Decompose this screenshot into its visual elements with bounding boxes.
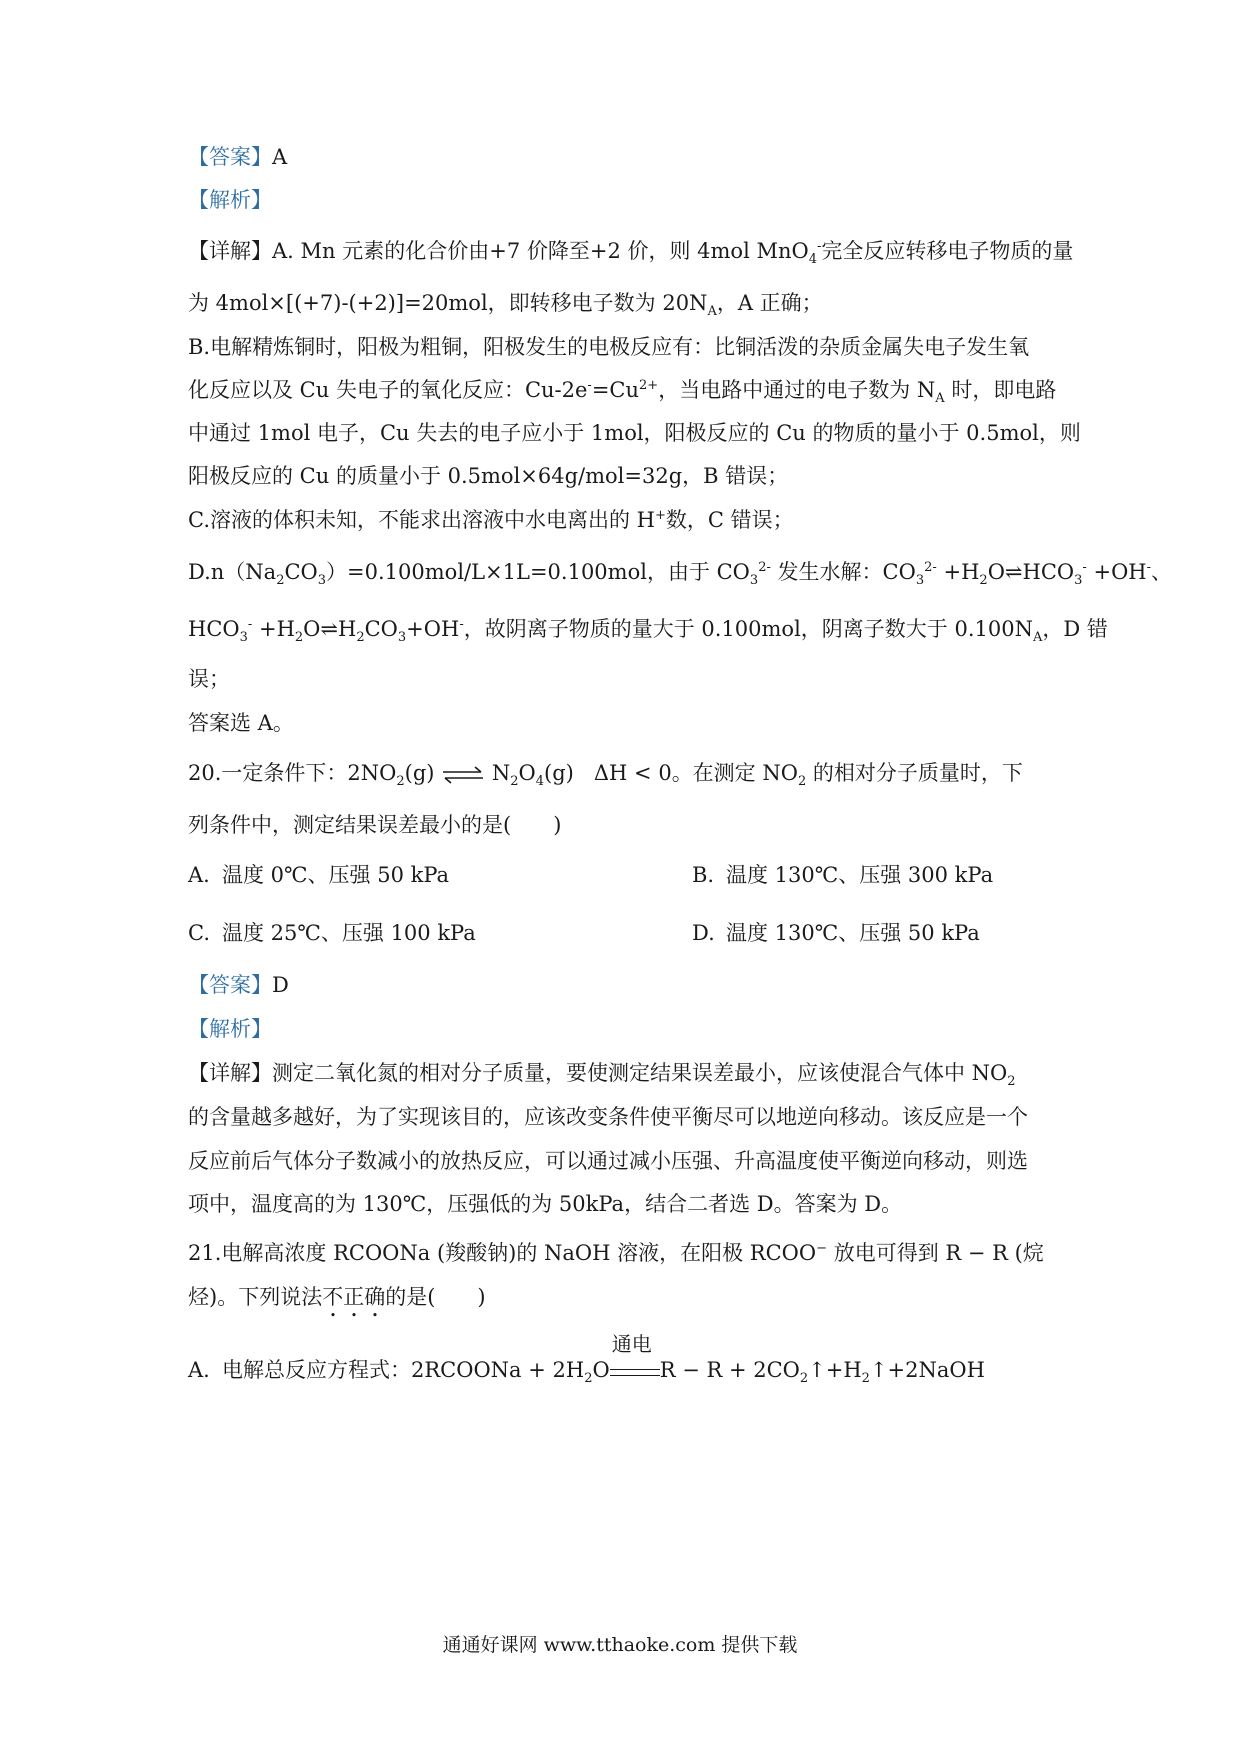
q20-option-c: C. 温度 25℃、压强 100 kPa <box>188 921 476 945</box>
q19-detail-line-d2: $HCO_3^-$ $+H_2O\rightleftharpoons H_2CO_3+OH^-$，故阴离子物质的量大于 0.100mol，阴离子数大于 $0.100N_A$，D 错 <box>188 617 1108 646</box>
answer-value: A <box>272 145 288 169</box>
electrolysis-condition: 通电 <box>610 1357 660 1387</box>
answer-tag: 【答案】 <box>188 145 272 169</box>
detail-tag: 【详解】 <box>188 239 272 263</box>
q20-analysis-tag <box>188 1014 1060 1044</box>
q19-detail-line-b4: 阳极反应的 Cu 的质量小于 0.5mol×64g/mol=32g，B 错误； <box>188 464 789 488</box>
equals-sign-icon <box>610 1369 660 1376</box>
q19-answer <box>188 142 1060 172</box>
q20-detail-line4: 项中，温度高的为 130℃，压强低的为 50kPa，结合二者选 D。答案为 D。 <box>188 1192 903 1216</box>
q19-conclusion: 答案选 A。 <box>188 711 294 735</box>
q20-option-d: D. 温度 130℃、压强 50 kPa <box>692 921 980 945</box>
detail-tag: 【详解】 <box>188 1061 272 1085</box>
q21-option-a: A. 电解总反应方程式：2RCOONa + $2H_2O$ 通电 $R - R + 2CO_2↑+H_2↑+2NaOH$ <box>188 1331 985 1387</box>
q19-detail-line-b3: 中通过 1mol 电子，Cu 失去的电子应小于 1mol，阳极反应的 Cu 的物质的量小于 0.5mol，则 <box>188 421 1081 445</box>
q20-detail-line2: 的含量越多越好，为了实现该目的，应该改变条件使平衡尽可以地逆向移动。该反应是一个 <box>188 1105 1028 1129</box>
q19-detail-line-c1: C.溶液的体积未知，不能求出溶液中水电离出的 H+数，C 错误； <box>188 508 794 532</box>
q19-detail-line-b2: 化反应以及 Cu 失电子的氧化反应：$Cu-2e^-=Cu^{2+}$，当电路中通过的电子数为 $N_A$ 时，即电路 <box>188 378 1057 407</box>
q21-stem-line1: 21.电解高浓度 RCOONa (羧酸钠)的 NaOH 溶液，在阳极 RCOO− 放电可得到 R − R (烷 <box>188 1241 1044 1265</box>
q20-option-a: A. 温度 0℃、压强 50 kPa <box>188 863 450 887</box>
q19-detail-line-d3: 误； <box>188 667 230 691</box>
reversible-arrow-icon <box>441 764 485 786</box>
q20-detail-line3: 反应前后气体分子数减小的放热反应，可以通过减小压强、升高温度使平衡逆向移动，则选 <box>188 1149 1028 1173</box>
q20-answer <box>188 970 1060 1000</box>
q20-stem-line1: 20.一定条件下：$2NO_2(g)$ $N_2O_4(g)$ ΔH < 0。在测定 $NO_2$ 的相对分子质量时，下 <box>188 761 1023 790</box>
q19-detail-line-b1: B.电解精炼铜时，阳极为粗铜，阳极发生的电极反应有：比铜活泼的杂质金属失电子发生氧 <box>188 335 1030 359</box>
q19-detail-line-a1: 【详解】A. Mn 元素的化合价由+7 价降至+2 价，则 4mol MnO$_4$-完全反应转移电子物质的量 <box>188 239 1074 268</box>
emphasis-not-correct: 不正确 <box>322 1285 386 1309</box>
q19-analysis-tag <box>188 185 1060 215</box>
q20-detail-line1: 【详解】测定二氧化氮的相对分子质量，要使测定结果误差最小，应该使混合气体中 $NO_2$ <box>188 1061 1016 1090</box>
analysis-tag: 【解析】 <box>188 188 272 212</box>
analysis-tag: 【解析】 <box>188 1017 272 1041</box>
q21-stem-line2: 烃)。下列说法不正确的是( ) <box>188 1285 486 1309</box>
q20-option-b: B. 温度 130℃、压强 300 kPa <box>692 863 994 887</box>
page-footer: 通通好课网 www.tthaoke.com 提供下载 <box>442 1634 798 1656</box>
answer-tag: 【答案】 <box>188 973 272 997</box>
answer-value: D <box>272 973 289 997</box>
q19-detail-line-a2: 为 4mol×[(+7)-(+2)]=20mol，即转移电子数为 $20N_A$，A 正确； <box>188 291 823 320</box>
q20-stem-line2: 列条件中，测定结果误差最小的是( ) <box>188 813 562 837</box>
q19-detail-line-d1: $D.n(Na_2CO_3)=0.100mol/L\times 1L=0.100mol$，由于 $CO_3^{2-}$ 发生水解：$CO_3^{2-}$ $+H_2O\rightleftharpoons HCO_3^- +OH^-$、 <box>188 560 1173 589</box>
